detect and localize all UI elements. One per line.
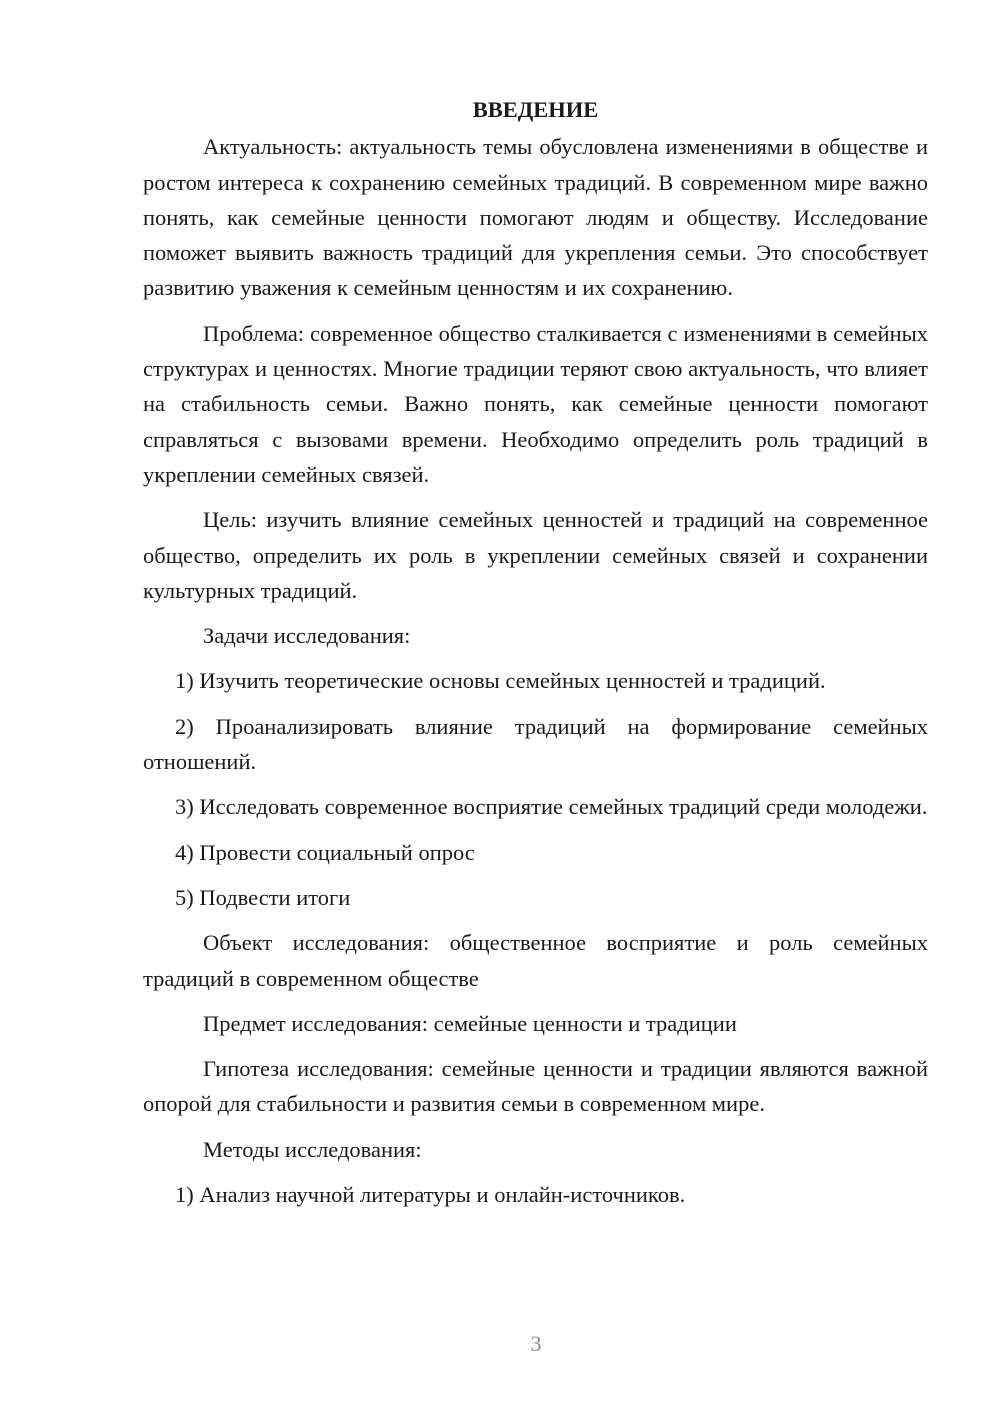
task-item-4: 4) Провести социальный опрос xyxy=(175,839,475,865)
section-title: ВВЕДЕНИЕ xyxy=(472,97,599,122)
subject-paragraph: Предмет исследования: семейные ценности и традиции xyxy=(203,1010,737,1036)
goal-paragraph: Цель: изучить влияние семейных ценностей и традиций на современное общество, определить их роль в укреплении семейных связей и сохранении культурных традиций. xyxy=(143,507,928,603)
hypothesis-paragraph: Гипотеза исследования: семейные ценности и традиции являются важной опорой для стабильности и развития семьи в современном мире. xyxy=(143,1056,928,1117)
task-item-5: 5) Подвести итоги xyxy=(175,884,351,910)
task-item-1: 1) Изучить теоретические основы семейных ценностей и традиций. xyxy=(175,668,826,694)
object-paragraph: Объект исследования: общественное восприятие и роль семейных традиций в современном обществе xyxy=(143,930,928,991)
problem-paragraph: Проблема: современное общество сталкивается с изменениями в семейных структурах и ценностях. Многие традиции теряют свою актуальность, что влияет на стабильность семьи. Важно понять, как семейные ценности помогают справляться с вызовами времени. Необходимо определить роль традиций в укреплении семейных связей. xyxy=(143,320,928,487)
document-page xyxy=(143,92,928,1222)
method-item-1: 1) Анализ научной литературы и онлайн-источников. xyxy=(175,1182,686,1208)
task-item-2: 2) Проанализировать влияние традиций на формирование семейных отношений. xyxy=(143,713,928,775)
tasks-heading: Задачи исследования: xyxy=(203,623,411,649)
relevance-paragraph: Актуальность: актуальность темы обусловлена изменениями в обществе и ростом интереса к сохранению семейных традиций. В современном мире важно понять, как семейные ценности помогают людям и обществу. Исследование поможет выявить важность традиций для укрепления семьи. Это способствует развитию уважения к семейным ценностям и их сохранению. xyxy=(143,134,928,301)
methods-heading: Методы исследования: xyxy=(203,1136,422,1162)
page-number: 3 xyxy=(530,1331,542,1356)
task-item-3: 3) Исследовать современное восприятие семейных традиций среди молодежи. xyxy=(175,794,928,820)
